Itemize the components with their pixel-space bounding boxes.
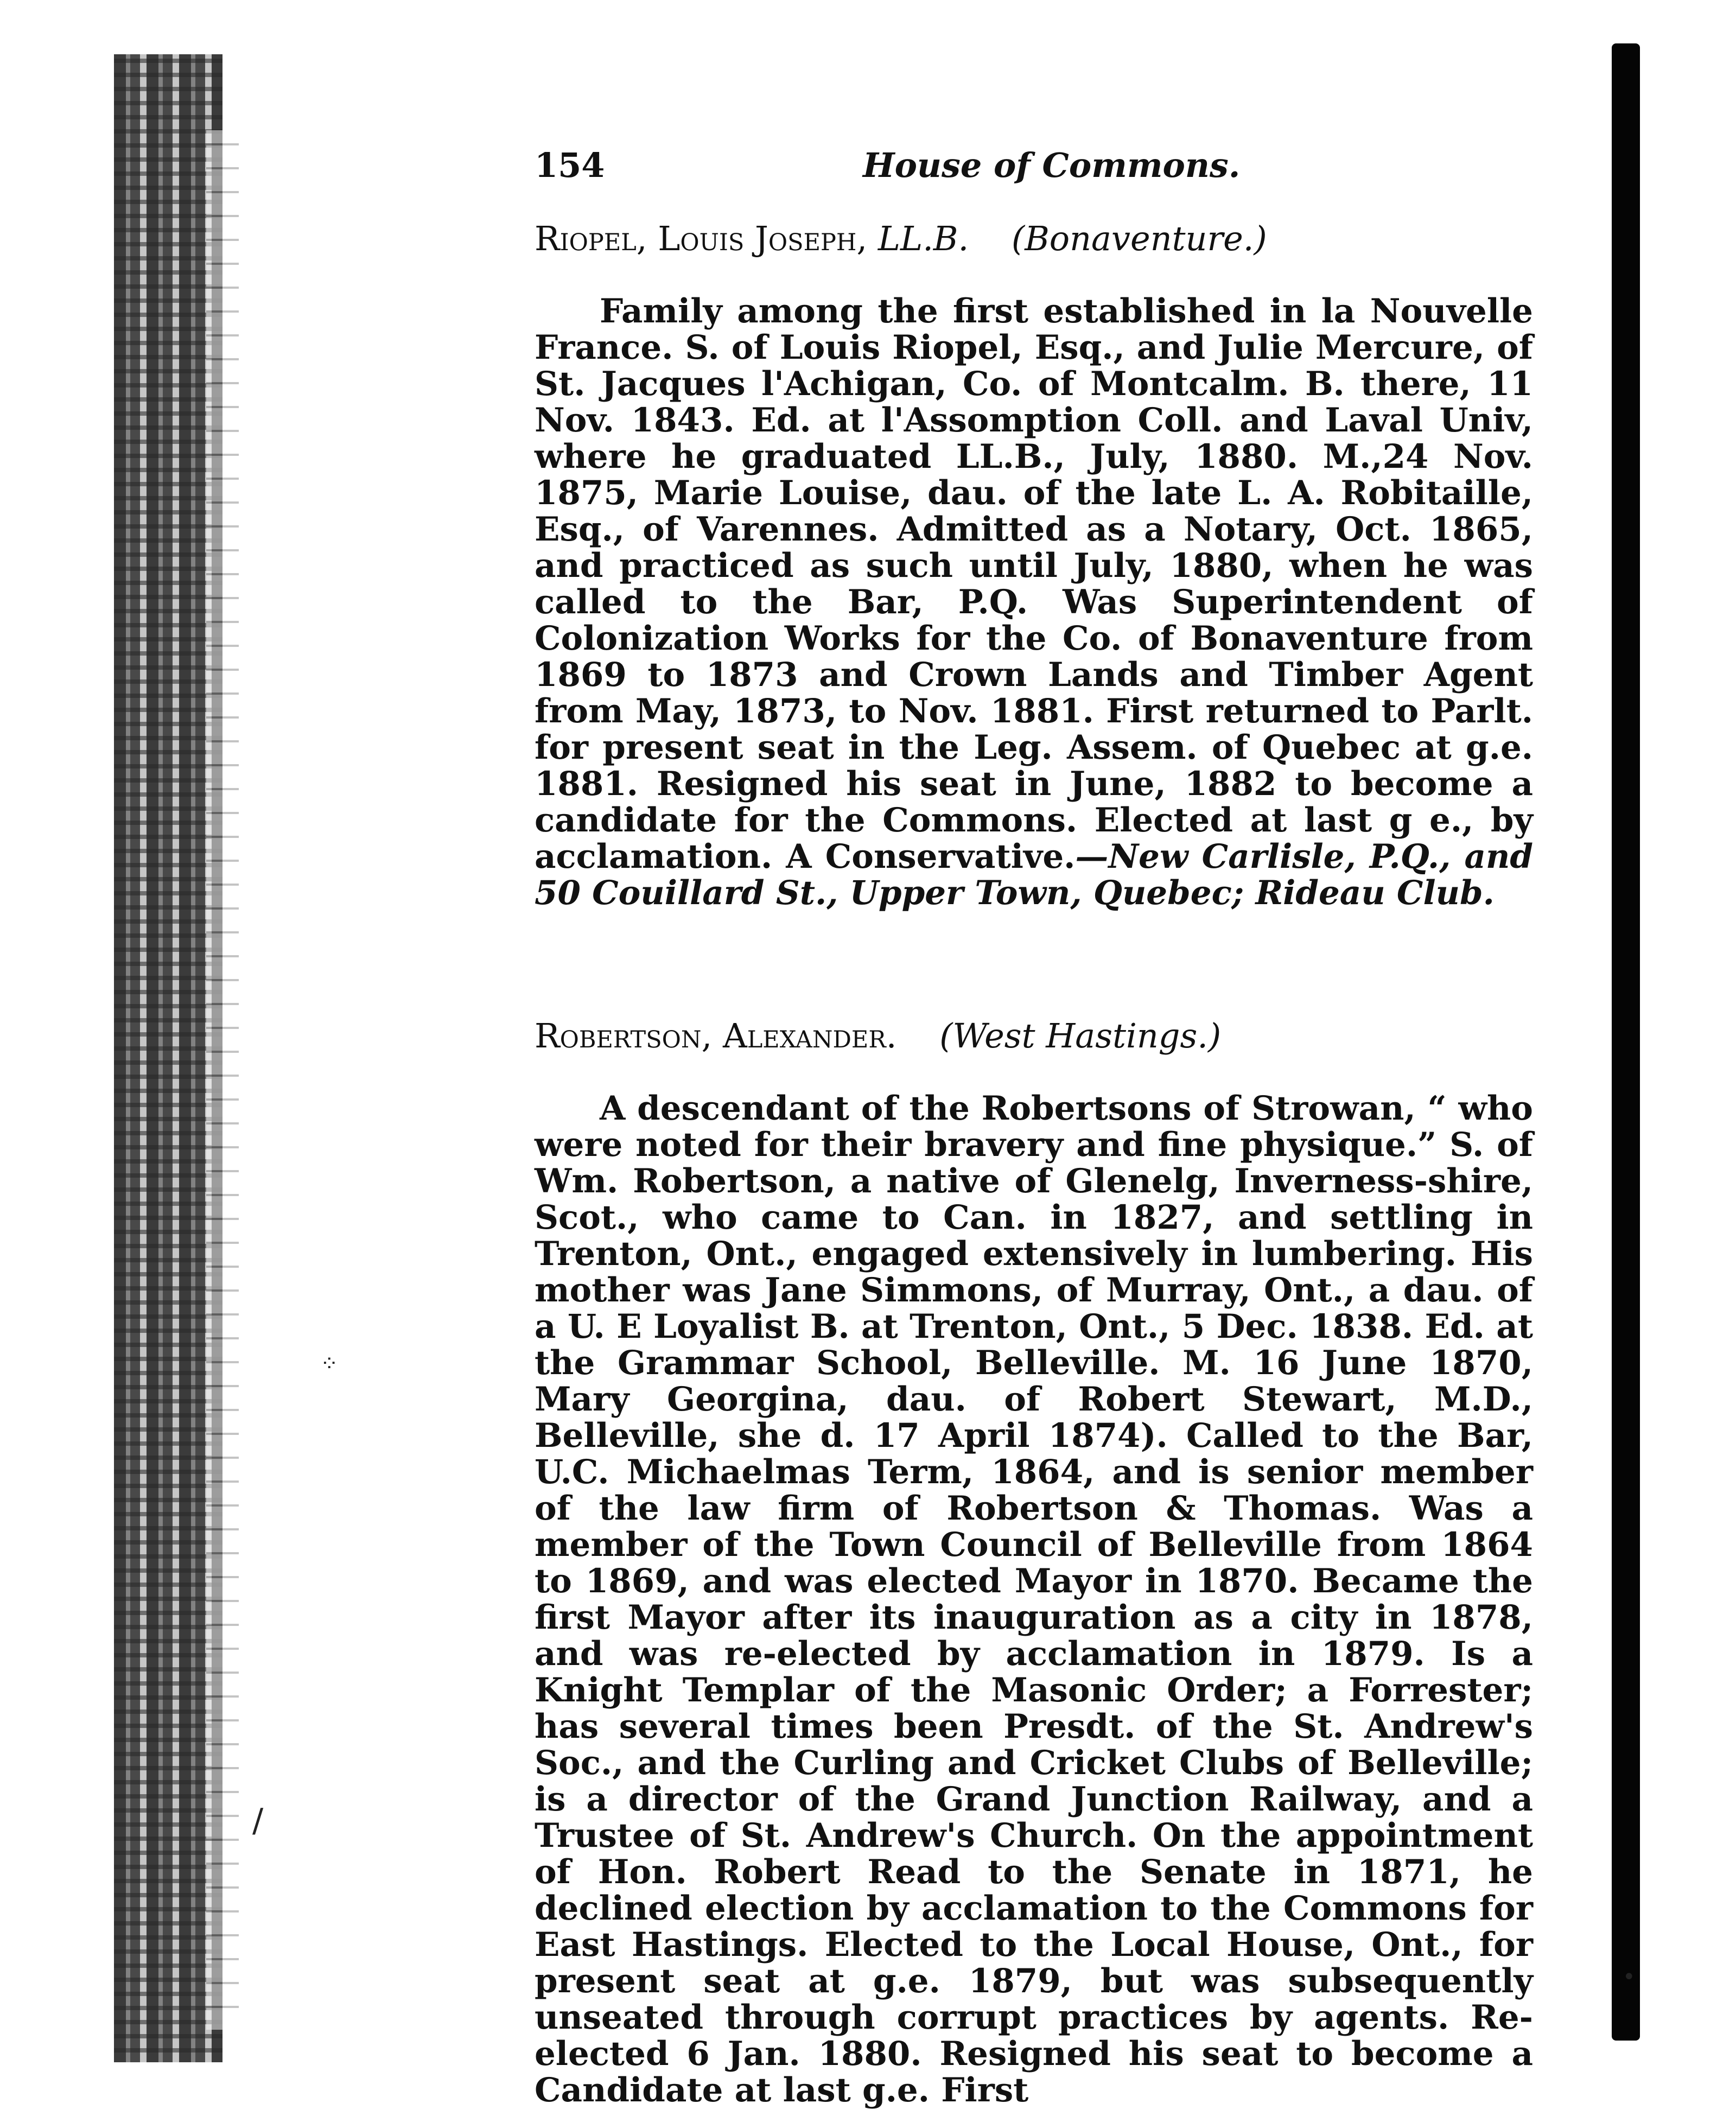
entry-heading-robertson bbox=[535, 1014, 1533, 1058]
scan-speck: • bbox=[1623, 1965, 1636, 1990]
entry-name: Riopel, Louis Joseph, bbox=[535, 219, 868, 258]
entry-constituency: (Bonaventure.) bbox=[1012, 219, 1267, 258]
entry-degree: LL.B. bbox=[877, 219, 969, 258]
scan-speck: ⁘ bbox=[320, 1351, 339, 1376]
entry-address: —New Carlisle, P.Q., and 50 Couillard St., Upper Town, Quebec; Rideau Club. bbox=[535, 837, 1533, 912]
entry-biography: Family among the first established in la Nouvelle France. S. of Louis Riopel, Esq., and Julie Mercure, of St. Jacques l'Achigan, Co. of Montcalm. B. there, 11 Nov. 1843. Ed. at l'Assomption Coll. and Laval Univ, where he graduated LL.B., July, 1880. M.,24 Nov. 1875, Marie Louise, dau. of the late L. A. Robitaille, Esq., of Varennes. Admitted as a Notary, Oct. 1865, and practiced as such until July, 1880, when he was called to the Bar, P.Q. Was Superintendent of Colonization Works for the Co. of Bonaventure from 1869 to 1873 and Crown Lands and Timber Agent from May, 1873, to Nov. 1881. First returned to Parlt. for present seat in the Leg. Assem. of Quebec at g.e. 1881. Resigned his seat in June, 1882 to become a candidate for the Commons. Elected at last g e., by acclamation. A Conservative. bbox=[535, 292, 1533, 876]
page-number: 154 bbox=[535, 145, 605, 185]
entry-biography: A descendant of the Robertsons of Strowan, “ who were noted for their bravery and fine physique.” S. of Wm. Robertson, a native of Glenelg, Inverness-shire, Scot., who came to Can. in 1827, and settling in Trenton, Ont., engaged extensively in lumbering. His mother was Jane Simmons, of Murray, Ont., a dau. of a U. E Loyalist B. at Trenton, Ont., 5 Dec. 1838. Ed. at the Grammar School, Belleville. M. 16 June 1870, Mary Georgina, dau. of Robert Stewart, M.D., Belleville, she d. 17 April 1874). Called to the Bar, U.C. Michaelmas Term, 1864, and is senior member of the law firm of Robertson & Thomas. Was a member of the Town Council of Belleville from 1864 to 1869, and was elected Mayor in 1870. Became the first Mayor after its inauguration as a city in 1878, and was re-elected by acclamation in 1879. Is a Knight Templar of the Masonic Order; a Forrester; has several times been Presdt. of the St. Andrew's Soc., and the Curling and Cricket Clubs of Belleville; is a director of the Grand Junction Railway, and a Trustee of St. Andrew's Church. On the appointment of Hon. Robert Read to the Senate in 1871, he declined election by acclamation to the Commons for East Hastings. Elected to the Local House, Ont., for present seat at g.e. 1879, but was subsequently unseated through corrupt practices by agents. Re-elected 6 Jan. 1880. Resigned his seat to become a Candidate at last g.e. First bbox=[535, 1089, 1533, 2109]
scan-right-edge bbox=[1612, 43, 1640, 2041]
entry-heading-riopel bbox=[535, 217, 1533, 260]
entry-body-robertson bbox=[535, 1090, 1533, 2108]
entry-constituency: (West Hastings.) bbox=[939, 1016, 1222, 1056]
running-head bbox=[535, 138, 1533, 193]
scan-gutter-fade bbox=[206, 130, 239, 2030]
entry-body-riopel bbox=[535, 293, 1533, 911]
entry-name: Robertson, Alexander. bbox=[535, 1016, 897, 1056]
running-head-title: House of Commons. bbox=[863, 145, 1241, 185]
book-page bbox=[535, 138, 1533, 2108]
scan-speck: / bbox=[252, 1802, 264, 1840]
